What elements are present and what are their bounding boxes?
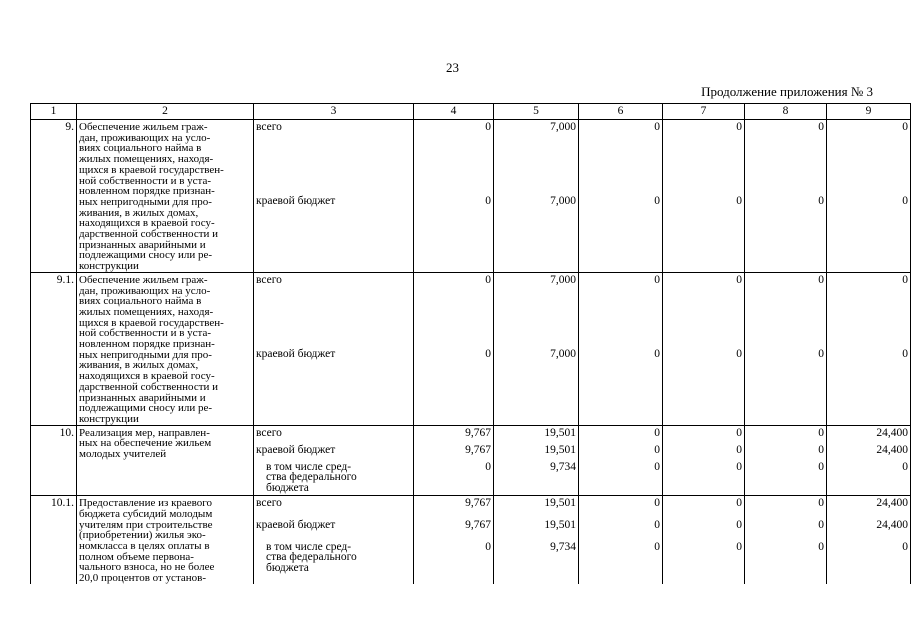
funding-source: краевой бюджет bbox=[254, 349, 414, 416]
table-row bbox=[31, 496, 911, 521]
value-cell: 0 bbox=[745, 462, 827, 494]
value-cell: 0 bbox=[414, 462, 494, 494]
value-cell: 0 bbox=[827, 462, 911, 494]
spacer-cell bbox=[414, 263, 494, 273]
column-header: 7 bbox=[663, 104, 745, 120]
value-cell: 0 bbox=[663, 462, 745, 494]
column-header: 2 bbox=[77, 104, 254, 120]
spacer-cell bbox=[254, 263, 414, 273]
value-cell: 0 bbox=[827, 542, 911, 582]
value-cell: 0 bbox=[579, 120, 663, 196]
funding-source: в том числе сред- ства федерального бюджета bbox=[254, 542, 414, 582]
value-cell: 0 bbox=[663, 349, 745, 416]
value-cell: 0 bbox=[663, 520, 745, 541]
spacer-cell bbox=[494, 415, 579, 425]
page-number: 23 bbox=[446, 60, 459, 75]
value-cell: 7,000 bbox=[494, 120, 579, 196]
column-header: 1 bbox=[31, 104, 77, 120]
item-name: Предоставление из краевого бюджета субсидий молодым учителям при строительстве (приобретении) жилья эко- номкласса в целях оплаты в полном объеме первона- чального взноса, но не более 20,0 процентов от установ- bbox=[77, 496, 254, 584]
value-cell: 7,000 bbox=[494, 272, 579, 348]
funding-source: краевой бюджет bbox=[254, 520, 414, 541]
column-header: 5 bbox=[494, 104, 579, 120]
table-row bbox=[31, 120, 911, 196]
value-cell: 24,400 bbox=[827, 425, 911, 445]
column-header: 8 bbox=[745, 104, 827, 120]
item-number: 10. bbox=[31, 425, 77, 496]
spacer-cell bbox=[254, 581, 414, 584]
value-cell: 0 bbox=[414, 542, 494, 582]
column-header: 9 bbox=[827, 104, 911, 120]
spacer-cell bbox=[414, 415, 494, 425]
value-cell: 0 bbox=[414, 349, 494, 416]
spacer-cell bbox=[579, 415, 663, 425]
value-cell: 0 bbox=[579, 349, 663, 416]
value-cell: 24,400 bbox=[827, 520, 911, 541]
column-header: 3 bbox=[254, 104, 414, 120]
funding-source: краевой бюджет bbox=[254, 445, 414, 462]
value-cell: 0 bbox=[745, 445, 827, 462]
spacer-cell bbox=[745, 581, 827, 584]
value-cell: 0 bbox=[827, 349, 911, 416]
value-cell: 0 bbox=[745, 542, 827, 582]
value-cell: 0 bbox=[745, 425, 827, 445]
value-cell: 19,501 bbox=[494, 445, 579, 462]
value-cell: 0 bbox=[663, 425, 745, 445]
value-cell: 0 bbox=[745, 520, 827, 541]
value-cell: 9,767 bbox=[414, 520, 494, 541]
value-cell: 0 bbox=[579, 520, 663, 541]
spacer-cell bbox=[745, 263, 827, 273]
spacer-cell bbox=[827, 263, 911, 273]
value-cell: 0 bbox=[579, 196, 663, 263]
spacer-cell bbox=[254, 415, 414, 425]
funding-source: в том числе сред- ства федерального бюджета bbox=[254, 462, 414, 494]
value-cell: 0 bbox=[663, 445, 745, 462]
value-cell: 0 bbox=[745, 272, 827, 348]
value-cell: 0 bbox=[414, 120, 494, 196]
spacer-cell bbox=[663, 581, 745, 584]
continuation-label: Продолжение приложения № 3 bbox=[701, 84, 873, 99]
item-name: Обеспечение жильем граж- дан, проживающих на усло- виях социального найма в жилых помещениях, находя- щихся в краевой государствен- ной собственности и в уста- новленном порядке признан- ных непригодными для про- живания, в жилых домах, находящихся в краевой госу- дарственной собственности и признанных аварийными и подлежащими сносу или ре- конструкции bbox=[77, 120, 254, 273]
value-cell: 24,400 bbox=[827, 445, 911, 462]
value-cell: 0 bbox=[745, 196, 827, 263]
value-cell: 0 bbox=[663, 542, 745, 582]
value-cell: 9,767 bbox=[414, 445, 494, 462]
funding-source: всего bbox=[254, 425, 414, 445]
value-cell: 19,501 bbox=[494, 496, 579, 521]
value-cell: 19,501 bbox=[494, 425, 579, 445]
column-header-row bbox=[31, 104, 911, 120]
spacer-cell bbox=[494, 581, 579, 584]
value-cell: 9,734 bbox=[494, 462, 579, 494]
item-number: 10.1. bbox=[31, 496, 77, 584]
funding-source: всего bbox=[254, 120, 414, 196]
column-header: 4 bbox=[414, 104, 494, 120]
funding-source: всего bbox=[254, 272, 414, 348]
value-cell: 0 bbox=[663, 272, 745, 348]
item-number: 9. bbox=[31, 120, 77, 273]
value-cell: 0 bbox=[579, 425, 663, 445]
value-cell: 0 bbox=[827, 272, 911, 348]
value-cell: 0 bbox=[745, 349, 827, 416]
budget-table bbox=[30, 103, 911, 584]
value-cell: 0 bbox=[827, 196, 911, 263]
value-cell: 0 bbox=[579, 462, 663, 494]
table-body bbox=[31, 120, 911, 584]
value-cell: 0 bbox=[663, 196, 745, 263]
value-cell: 0 bbox=[663, 496, 745, 521]
value-cell: 7,000 bbox=[494, 196, 579, 263]
item-number: 9.1. bbox=[31, 272, 77, 425]
spacer-cell bbox=[745, 415, 827, 425]
value-cell: 24,400 bbox=[827, 496, 911, 521]
value-cell: 0 bbox=[663, 120, 745, 196]
value-cell: 9,767 bbox=[414, 425, 494, 445]
value-cell: 0 bbox=[579, 542, 663, 582]
spacer-cell bbox=[579, 581, 663, 584]
item-name: Реализация мер, направлен- ных на обеспечение жильем молодых учителей bbox=[77, 425, 254, 496]
column-header: 6 bbox=[579, 104, 663, 120]
value-cell: 0 bbox=[579, 496, 663, 521]
spacer-cell bbox=[663, 415, 745, 425]
value-cell: 0 bbox=[745, 496, 827, 521]
spacer-cell bbox=[414, 581, 494, 584]
value-cell: 7,000 bbox=[494, 349, 579, 416]
value-cell: 0 bbox=[745, 120, 827, 196]
table-row bbox=[31, 272, 911, 348]
spacer-cell bbox=[827, 415, 911, 425]
funding-source: краевой бюджет bbox=[254, 196, 414, 263]
item-name: Обеспечение жильем граж- дан, проживающих на усло- виях социального найма в жилых помещениях, находя- щихся в краевой государствен- ной собственности и в уста- новленном порядке признан- ных непригодными для про- живания, в жилых домах, находящихся в краевой госу- дарственной собственности и признанных аварийными и подлежащими сносу или ре- конструкции bbox=[77, 272, 254, 425]
spacer-cell bbox=[663, 263, 745, 273]
value-cell: 0 bbox=[579, 445, 663, 462]
value-cell: 0 bbox=[414, 196, 494, 263]
spacer-cell bbox=[579, 263, 663, 273]
value-cell: 0 bbox=[414, 272, 494, 348]
spacer-cell bbox=[494, 263, 579, 273]
value-cell: 9,734 bbox=[494, 542, 579, 582]
value-cell: 0 bbox=[827, 120, 911, 196]
table-row bbox=[31, 425, 911, 445]
funding-source: всего bbox=[254, 496, 414, 521]
spacer-cell bbox=[827, 581, 911, 584]
value-cell: 19,501 bbox=[494, 520, 579, 541]
value-cell: 9,767 bbox=[414, 496, 494, 521]
value-cell: 0 bbox=[579, 272, 663, 348]
